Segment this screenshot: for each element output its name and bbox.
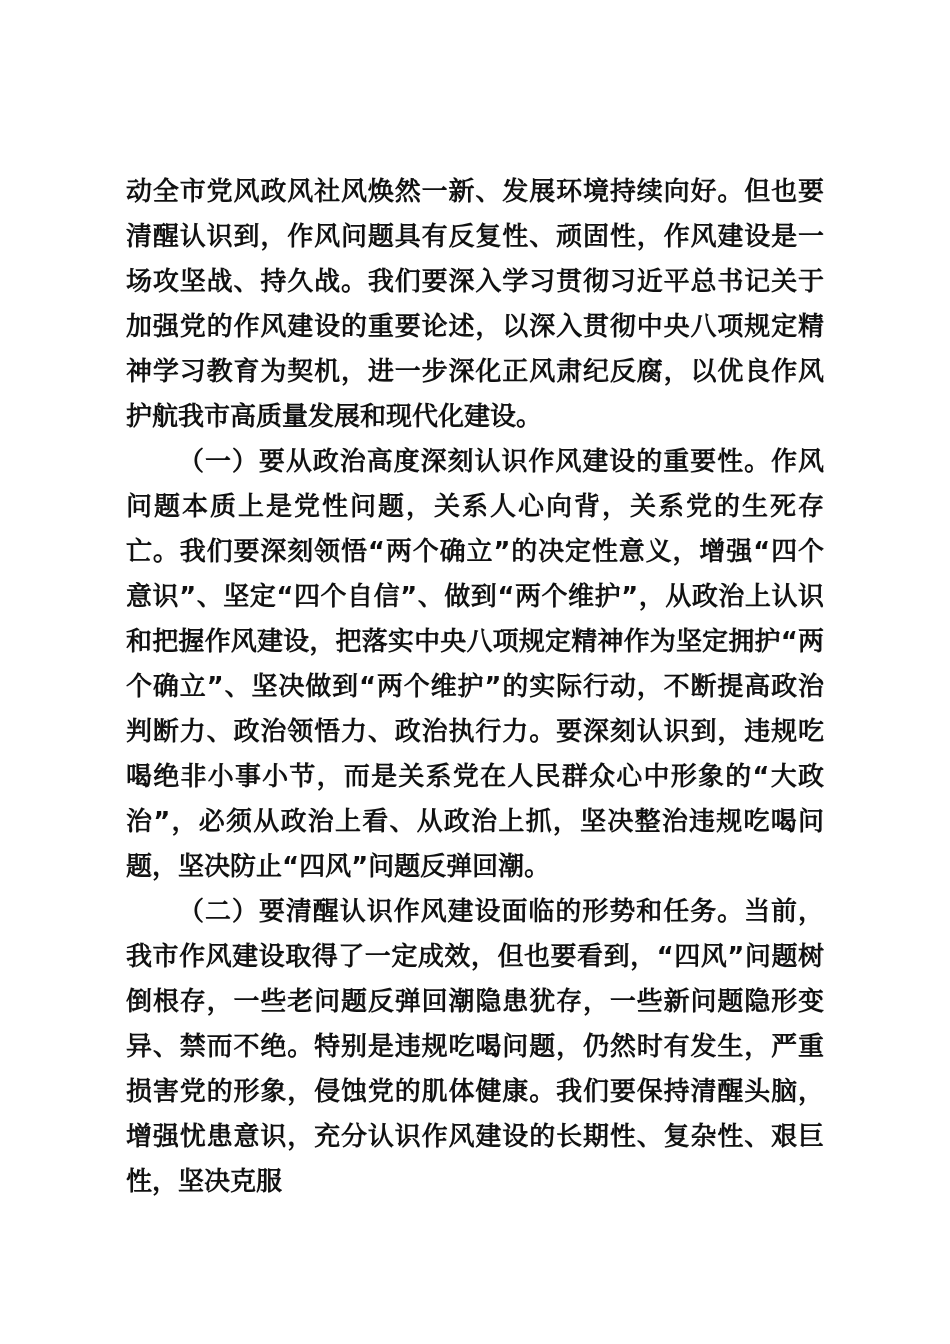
document-body xyxy=(126,170,824,1205)
paragraph-section-two: （二）要清醒认识作风建设面临的形势和任务。当前，我市作风建设取得了一定成效，但也要看到，“四风”问题树倒根存，一些老问题反弹回潮隐患犹存，一些新问题隐形变异、禁而不绝。特别是违规吃喝问题，仍然时有发生，严重损害党的形象，侵蚀党的肌体健康。我们要保持清醒头脑，增强忧患意识，充分认识作风建设的长期性、复杂性、艰巨性，坚决克服 xyxy=(126,897,824,1197)
paragraph-continuation: 动全市党风政风社风焕然一新、发展环境持续向好。但也要清醒认识到，作风问题具有反复性、顽固性，作风建设是一场攻坚战、持久战。我们要深入学习贯彻习近平总书记关于加强党的作风建设的重要论述，以深入贯彻中央八项规定精神学习教育为契机，进一步深化正风肃纪反腐，以优良作风护航我市高质量发展和现代化建设。 xyxy=(126,177,824,432)
paragraph-section-one: （一）要从政治高度深刻认识作风建设的重要性。作风问题本质上是党性问题，关系人心向背，关系党的生死存亡。我们要深刻领悟“两个确立”的决定性意义，增强“四个意识”、坚定“四个自信”、做到“两个维护”，从政治上认识和把握作风建设，把落实中央八项规定精神作为坚定拥护“两个确立”、坚决做到“两个维护”的实际行动，不断提高政治判断力、政治领悟力、政治执行力。要深刻认识到，违规吃喝绝非小事小节，而是关系党在人民群众心中形象的“大政治”，必须从政治上看、从政治上抓，坚决整治违规吃喝问题，坚决防止“四风”问题反弹回潮。 xyxy=(126,447,824,882)
